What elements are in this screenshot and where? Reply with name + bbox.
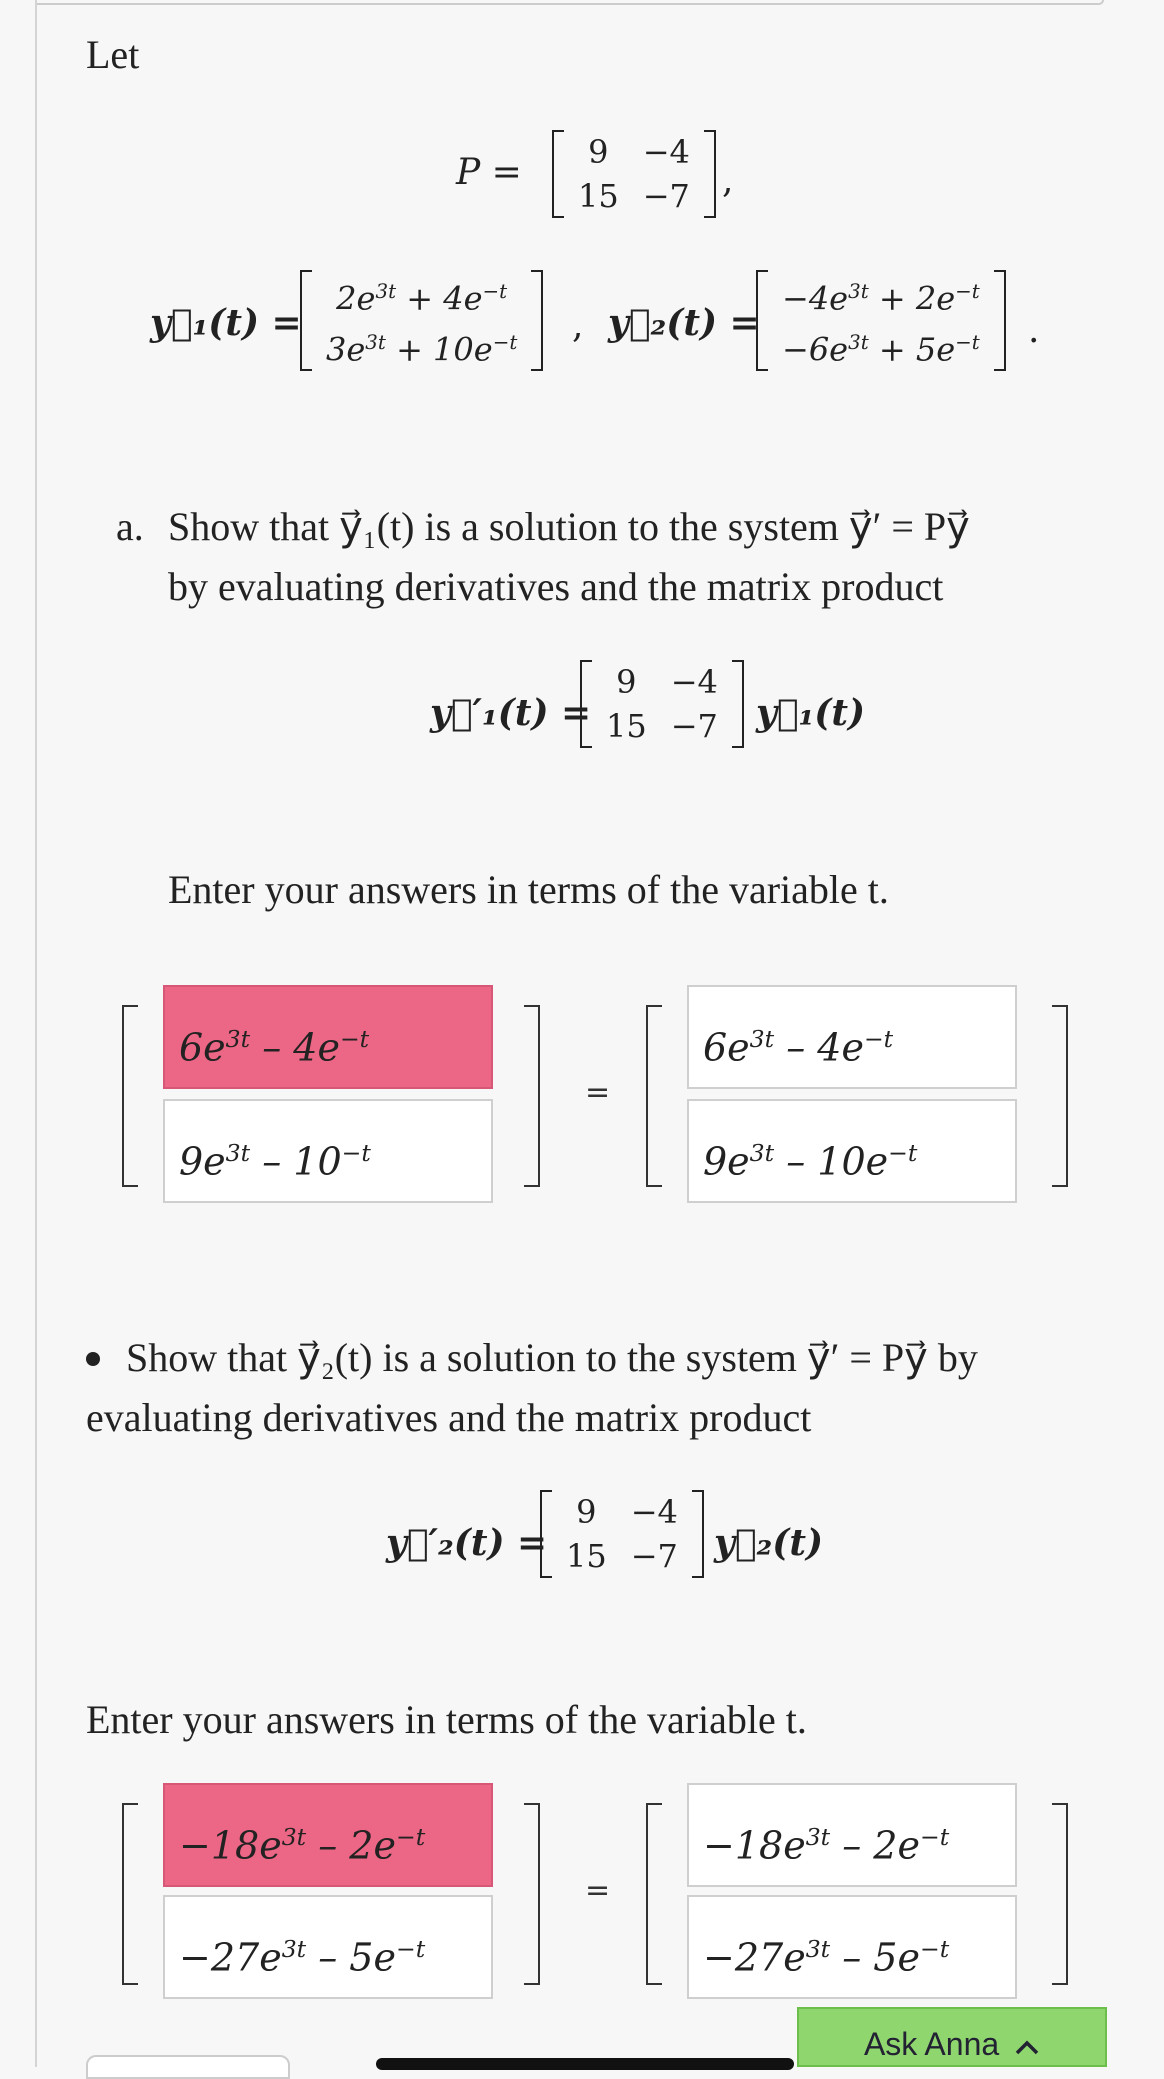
part-a-matrix bbox=[580, 660, 744, 748]
part-b-eq-right: y⃗₂(t) bbox=[714, 1522, 823, 1564]
right-bracket bbox=[524, 1803, 540, 1985]
part-a-line1: Show that y⃗₁(t) is a solution to the system y⃗′ = Py⃗ bbox=[168, 504, 970, 549]
answer-b-right-bottom[interactable]: $-27e^{3t} - 5e^{-t}$ bbox=[687, 1895, 1017, 1999]
p-cell: 15 bbox=[578, 177, 619, 215]
y2-vector bbox=[756, 270, 1006, 371]
intro-text: Let bbox=[86, 32, 140, 77]
part-a-eq-left: y⃗′₁(t) = bbox=[430, 692, 592, 734]
answer-a-right-bottom[interactable]: $9e^{3t} - 10e^{-t}$ bbox=[687, 1099, 1017, 1203]
matrix-cell: 15 bbox=[566, 1537, 607, 1575]
part-a-eq-right: y⃗₁(t) bbox=[756, 692, 865, 734]
left-bracket bbox=[122, 1005, 138, 1187]
answer-a-left-top[interactable]: $6e^{3t} - 4e^{-t}$ bbox=[163, 985, 493, 1089]
answer-a-right-top[interactable]: $6e^{3t} - 4e^{-t}$ bbox=[687, 985, 1017, 1089]
home-indicator bbox=[376, 2058, 794, 2070]
matrix-cell: −7 bbox=[670, 707, 718, 745]
left-bracket bbox=[646, 1803, 662, 1985]
y2-entry: $-6e^{3t} + 5e^{-t}$ bbox=[782, 330, 980, 369]
matrix-cell: 9 bbox=[616, 663, 637, 701]
p-cell: 9 bbox=[588, 133, 609, 171]
y2-entry: $-4e^{3t} + 2e^{-t}$ bbox=[782, 279, 980, 318]
comma: , bbox=[572, 305, 584, 346]
equals-sign: = bbox=[585, 1075, 611, 1110]
matrix-cell: −4 bbox=[630, 1493, 678, 1531]
matrix-cell: −7 bbox=[630, 1537, 678, 1575]
y2-label: y⃗₂(t) = bbox=[608, 302, 760, 344]
page-top-border bbox=[37, 0, 1104, 5]
part-a-instruction: Enter your answers in terms of the variable t. bbox=[168, 867, 889, 912]
matrix-cell: −4 bbox=[670, 663, 718, 701]
answer-b-right-top[interactable]: $-18e^{3t} - 2e^{-t}$ bbox=[687, 1783, 1017, 1887]
p-cell: −7 bbox=[642, 177, 690, 215]
answer-b-left-bottom[interactable]: $-27e^{3t} - 5e^{-t}$ bbox=[163, 1895, 493, 1999]
ask-anna-label: Ask Anna bbox=[863, 2026, 1000, 2062]
part-b-eq-left: y⃗′₂(t) = bbox=[386, 1522, 548, 1564]
chevron-up-icon bbox=[1014, 2038, 1040, 2056]
answer-a-left-bottom[interactable]: $9e^{3t} - 10^{-t}$ bbox=[163, 1099, 493, 1203]
left-bracket bbox=[122, 1803, 138, 1985]
period: . bbox=[1028, 310, 1040, 351]
part-a-marker: a. bbox=[116, 504, 144, 549]
right-bracket bbox=[524, 1005, 540, 1187]
y1-entry: $3e^{3t} + 10e^{-t}$ bbox=[326, 330, 518, 369]
part-b-instruction: Enter your answers in terms of the variable t. bbox=[86, 1697, 807, 1742]
ask-anna-button[interactable] bbox=[797, 2007, 1107, 2067]
part-b-line1: Show that y⃗₂(t) is a solution to the system y⃗′ = Py⃗ by bbox=[126, 1335, 978, 1380]
part-b-matrix bbox=[540, 1490, 704, 1578]
page-left-border bbox=[35, 0, 37, 2067]
part-b-line2: evaluating derivatives and the matrix product bbox=[86, 1395, 812, 1440]
y1-vector bbox=[300, 270, 543, 371]
matrix-cell: 9 bbox=[576, 1493, 597, 1531]
bottom-tab[interactable] bbox=[86, 2055, 290, 2079]
left-bracket bbox=[646, 1005, 662, 1187]
p-cell: −4 bbox=[642, 133, 690, 171]
matrix-cell: 15 bbox=[606, 707, 647, 745]
p-matrix bbox=[552, 130, 716, 218]
equals-sign: = bbox=[585, 1873, 611, 1908]
answer-b-left-top[interactable]: $-18e^{3t} - 2e^{-t}$ bbox=[163, 1783, 493, 1887]
bullet bbox=[86, 1352, 100, 1366]
y1-entry: $2e^{3t} + 4e^{-t}$ bbox=[336, 279, 508, 318]
part-a-line2: by evaluating derivatives and the matrix product bbox=[168, 564, 944, 609]
right-bracket bbox=[1052, 1803, 1068, 1985]
y1-label: y⃗₁(t) = bbox=[150, 302, 302, 344]
right-bracket bbox=[1052, 1005, 1068, 1187]
p-label: P = bbox=[456, 152, 522, 193]
comma: , bbox=[722, 160, 734, 201]
